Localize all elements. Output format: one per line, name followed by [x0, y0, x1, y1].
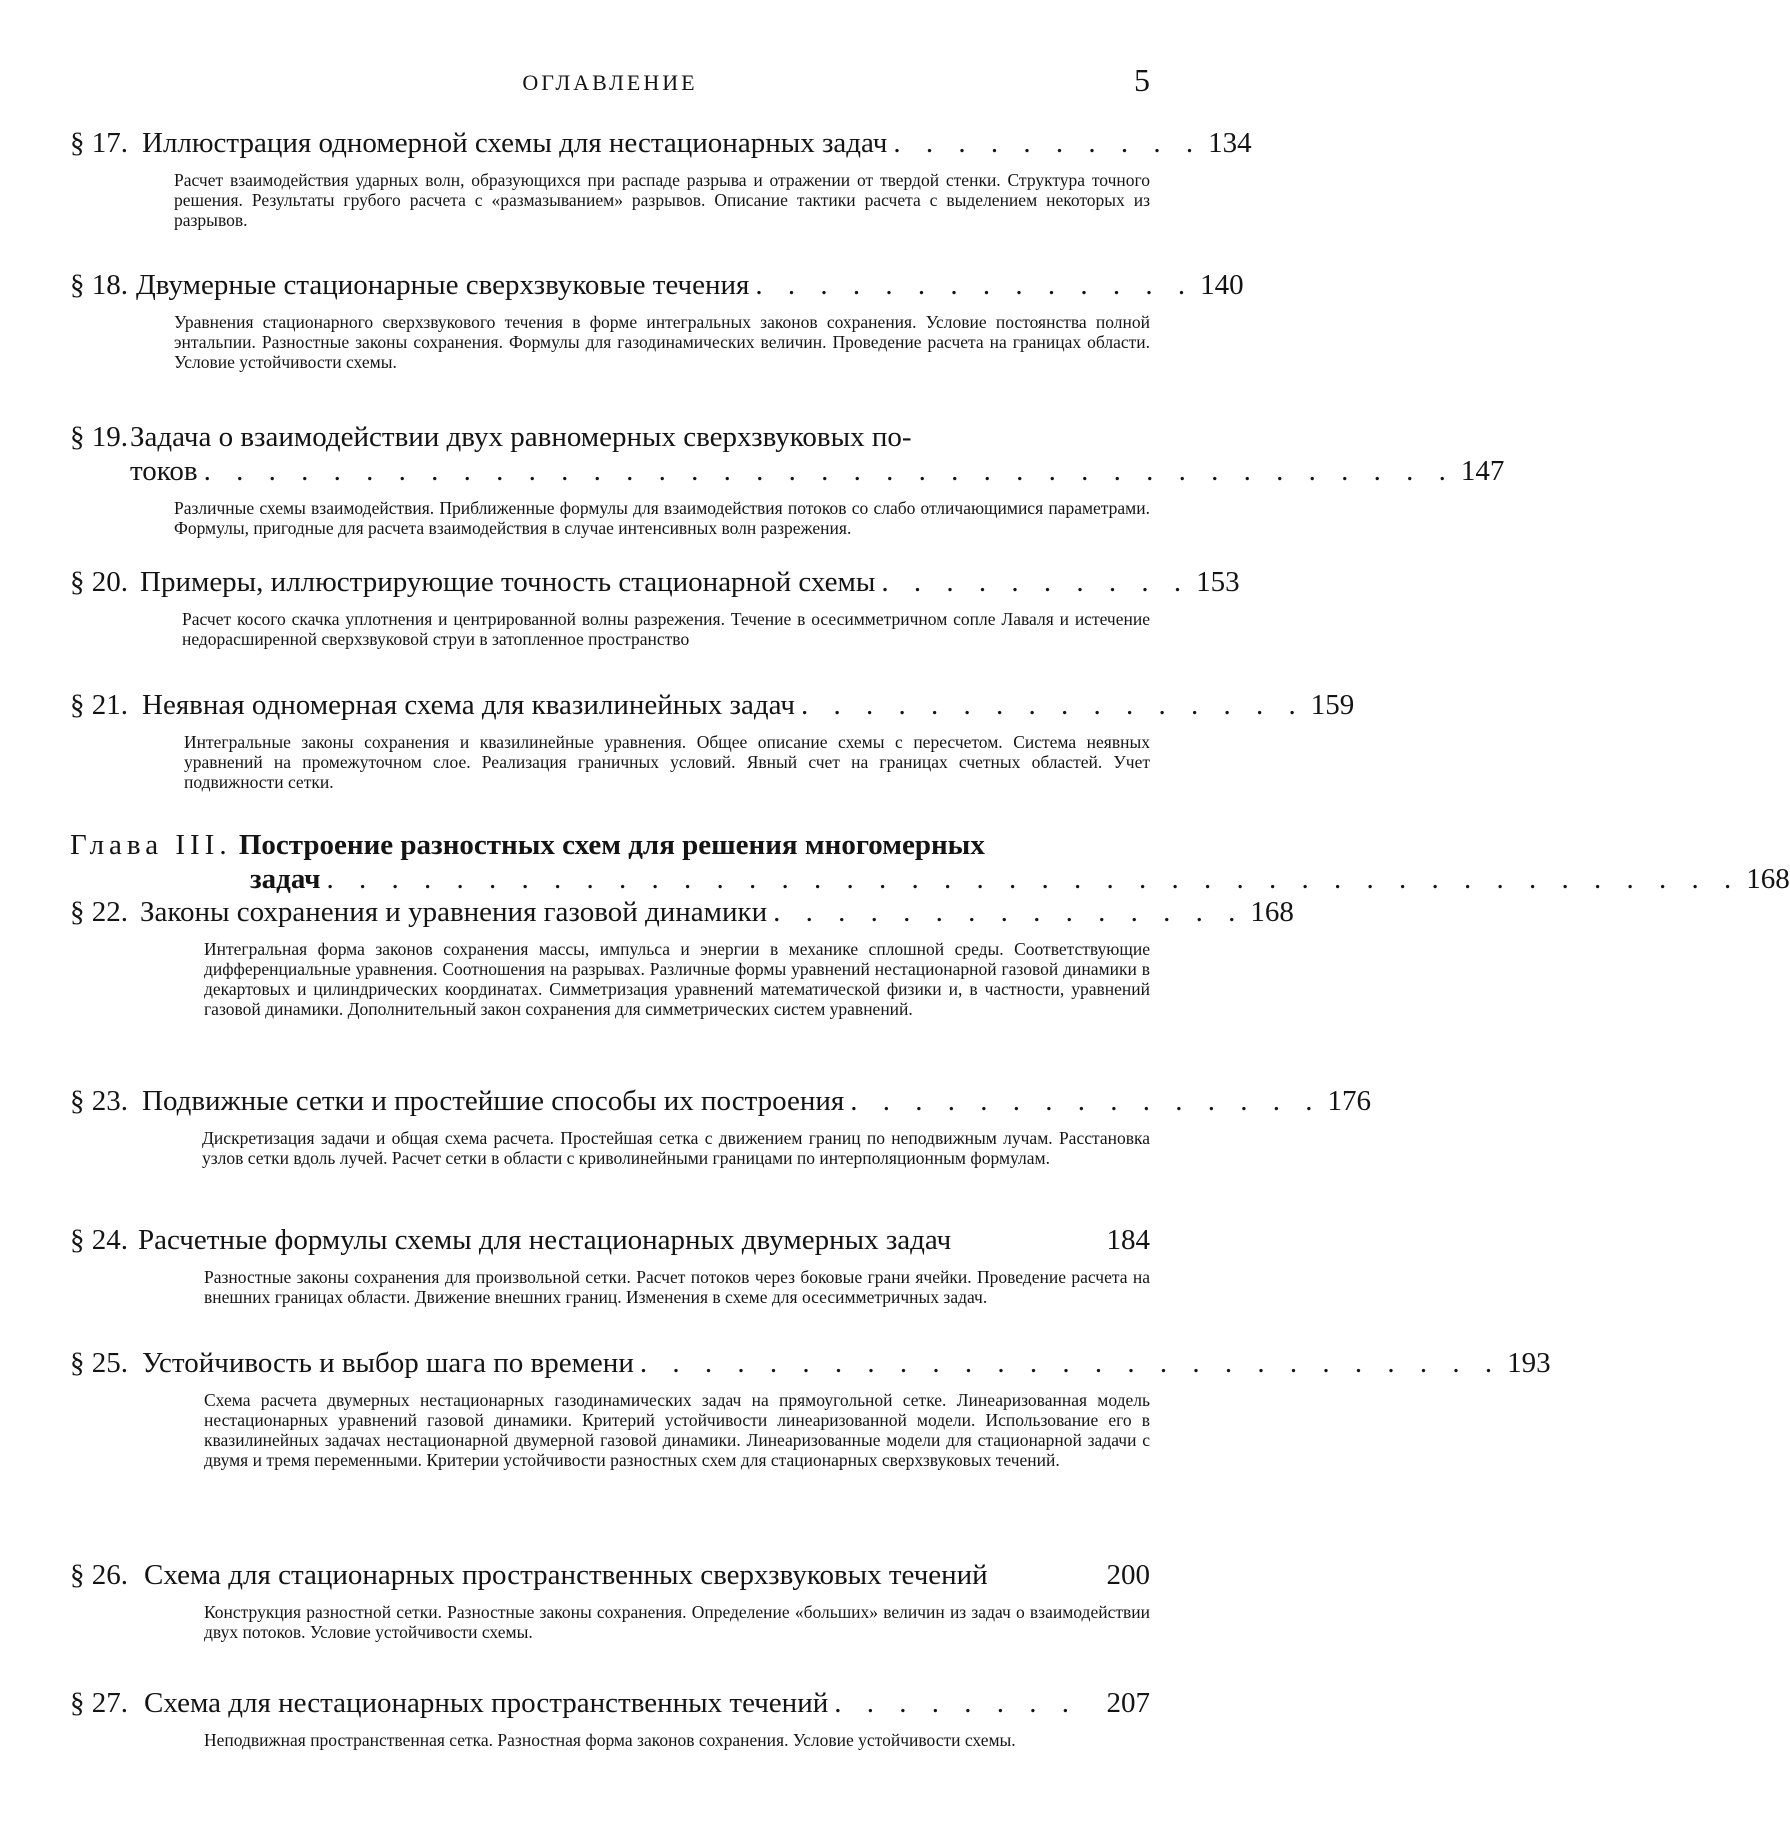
dot-leader: . . . . . . . . . . . . . . . . . . . . . . . . . . .	[639, 1347, 1502, 1379]
section-summary: Расчет косого скачка уплотнения и центрированной волны разрежения. Течение в осесимметричном сопле Лаваля и истечение недорасширенной сверхзвуковой струи в затопленное пространство	[182, 609, 1150, 649]
section-title: Схема для нестационарных пространственных течений	[144, 1687, 829, 1719]
toc-entry[interactable]	[70, 126, 1252, 160]
section-number: § 22.	[70, 896, 128, 928]
toc-entry[interactable]	[70, 895, 1294, 929]
section-title-continued: токов	[130, 455, 198, 487]
section-title: Задача о взаимодействии двух равномерных сверхзвуковых по-	[130, 421, 912, 453]
dot-leader: . . . . . . . .	[834, 1687, 1078, 1719]
toc-entry[interactable]	[70, 268, 1244, 302]
running-head	[70, 62, 1150, 102]
section-number: § 25.	[70, 1347, 128, 1379]
chapter-page: 168	[1746, 863, 1790, 895]
chapter-title: Построение разностных схем для решения многомерных	[238, 829, 985, 861]
section-page: 159	[1310, 689, 1355, 721]
section-summary: Неподвижная пространственная сетка. Разностная форма законов сохранения. Условие устойчивости схемы.	[204, 1730, 1016, 1750]
section-title: Расчетные формулы схемы для нестационарных двумерных задач	[138, 1224, 952, 1256]
dot-leader: . . . . . . . . . .	[893, 127, 1203, 159]
dot-leader: . . . . . . . . . . . . . .	[755, 269, 1195, 301]
section-number: § 21.	[70, 689, 128, 721]
section-page: 207	[1106, 1687, 1150, 1719]
dot-leader: . . . . . . . . . . . . . . . . . . . . . . . . . . . . . . . . . . . . . . . . . . . .	[326, 863, 1741, 895]
section-summary: Дискретизация задачи и общая схема расчета. Простейшая сетка с движением границ по неподвижным лучам. Расстановка узлов сетки вдоль лучей. Расчет сетки в области с криволинейными границами по интерполяционным формулам.	[202, 1128, 1150, 1168]
section-title: Неявная одномерная схема для квазилинейных задач	[142, 689, 795, 721]
section-title: Схема для стационарных пространственных сверхзвуковых течений	[144, 1559, 988, 1591]
toc-entry[interactable]	[70, 1223, 1150, 1257]
section-summary: Разностные законы сохранения для произвольной сетки. Расчет потоков через боковые грани ячейки. Проведение расчета на внешних границах области. Движение внешних границ. Изменения в схеме для осесимметричных задач.	[204, 1267, 1150, 1307]
toc-entry[interactable]	[70, 454, 1505, 488]
toc-entry[interactable]	[70, 688, 1355, 722]
section-title: Примеры, иллюстрирующие точность стационарной схемы	[140, 566, 876, 598]
dot-leader: . . . . . . . . . . . . . . .	[773, 896, 1245, 928]
section-title: Законы сохранения и уравнения газовой динамики	[140, 896, 768, 928]
toc-entry-line[interactable]	[70, 420, 1150, 454]
chapter-entry[interactable]	[70, 862, 1790, 896]
dot-leader: . . . . . . . . . . . . . . . .	[800, 689, 1305, 721]
chapter-label: Глава III.	[70, 829, 232, 861]
section-number: § 27.	[70, 1687, 128, 1719]
toc-section-27	[70, 1686, 1150, 1750]
chapter-entry-line[interactable]	[70, 828, 1150, 862]
toc-entry[interactable]	[70, 1558, 1150, 1592]
section-summary: Интегральная форма законов сохранения массы, импульса и энергии в механике сплошной среды. Соответствующие дифференциальные уравнения. Соотношения на разрывах. Различные формы уравнений нестационарной газовой динамики в декартовых и цилиндрических координатах. Симметризация уравнений математической физики и, в частности, уравнений газовой динамики. Дополнительный закон сохранения для симметрических систем уравнений.	[204, 939, 1150, 1019]
toc-section-25	[70, 1346, 1551, 1470]
toc-entry[interactable]	[70, 1084, 1372, 1118]
section-summary: Расчет взаимодействия ударных волн, образующихся при распаде разрыва и отражении от твердой стенки. Структура точного решения. Результаты грубого расчета с «размазыванием» разрывов. Описание тактики расчета с выделением некоторых из разрывов.	[174, 170, 1150, 230]
section-summary: Конструкция разностной сетки. Разностные законы сохранения. Определение «больших» величин из задач о взаимодействии двух потоков. Условие устойчивости схемы.	[204, 1602, 1150, 1642]
dot-leader: . . . . . . . . . . . . . . . . . . . . . . . . . . . . . . . . . . . . . . .	[203, 455, 1455, 487]
toc-section-17	[70, 126, 1252, 230]
toc-section-19	[70, 420, 1505, 538]
toc-section-23	[70, 1084, 1372, 1168]
toc-entry[interactable]	[70, 1686, 1150, 1720]
section-summary: Уравнения стационарного сверхзвукового течения в форме интегральных законов сохранения. Условие постоянства полной энтальпии. Разностные законы сохранения. Формулы для газодинамических величин. Проведение расчета на границах области. Условие устойчивости схемы.	[174, 312, 1150, 372]
page-number: 5	[1134, 62, 1150, 98]
section-number: § 24.	[70, 1224, 128, 1256]
section-number: § 17.	[70, 127, 128, 159]
section-title: Устойчивость и выбор шага по времени	[142, 1347, 634, 1379]
section-page: 176	[1327, 1085, 1372, 1117]
section-page: 200	[1106, 1559, 1150, 1591]
toc-section-18	[70, 268, 1244, 372]
dot-leader: . . . . . . . . . . . . . . .	[850, 1085, 1322, 1117]
section-number: § 20.	[70, 566, 128, 598]
toc-entry[interactable]	[70, 1346, 1551, 1380]
toc-section-24	[70, 1223, 1150, 1307]
section-page: 140	[1200, 269, 1244, 301]
section-title: Двумерные стационарные сверхзвуковые течения	[136, 269, 750, 301]
toc-section-21	[70, 688, 1355, 792]
toc-section-26	[70, 1558, 1150, 1642]
section-page: 193	[1507, 1347, 1551, 1379]
section-summary: Схема расчета двумерных нестационарных газодинамических задач на прямоугольной сетке. Линеаризованная модель нестационарных уравнений газовой динамики. Критерий устойчивости линеаризованной модели. Использование его в квазилинейных задачах нестационарной двумерной газовой динамики. Линеаризованные модели для стационарной задачи с двумя и тремя переменными. Критерии устойчивости разностных схем для стационарных сверхзвуковых течений.	[204, 1390, 1150, 1470]
section-page: 147	[1460, 455, 1505, 487]
section-number: § 26.	[70, 1559, 128, 1591]
section-page: 134	[1208, 127, 1252, 159]
section-page: 153	[1196, 566, 1240, 598]
section-summary: Интегральные законы сохранения и квазилинейные уравнения. Общее описание схемы с пересчетом. Система неявных уравнений на промежуточном слое. Реализация граничных условий. Явный счет на границах счетных областей. Учет подвижности сетки.	[184, 732, 1150, 792]
chapter-heading-3	[70, 828, 1790, 896]
section-number: § 19.	[70, 421, 128, 453]
section-title: Иллюстрация одномерной схемы для нестационарных задач	[142, 127, 888, 159]
toc-section-20	[70, 565, 1240, 649]
dot-leader: . . . . . . . . . .	[881, 566, 1191, 598]
toc-entry[interactable]	[70, 565, 1240, 599]
section-title: Подвижные сетки и простейшие способы их построения	[142, 1085, 845, 1117]
running-title: ОГЛАВЛЕНИЕ	[522, 70, 698, 95]
chapter-title-continued: задач	[250, 863, 321, 895]
section-summary: Различные схемы взаимодействия. Приближенные формулы для взаимодействия потоков со слабо отличающимися параметрами. Формулы, пригодные для расчета взаимодействия в случае интенсивных волн разрежения.	[174, 498, 1150, 538]
section-page: 168	[1250, 896, 1294, 928]
section-number: § 18.	[70, 269, 128, 301]
section-page: 184	[1106, 1224, 1150, 1256]
section-number: § 23.	[70, 1085, 128, 1117]
toc-section-22	[70, 895, 1294, 1019]
